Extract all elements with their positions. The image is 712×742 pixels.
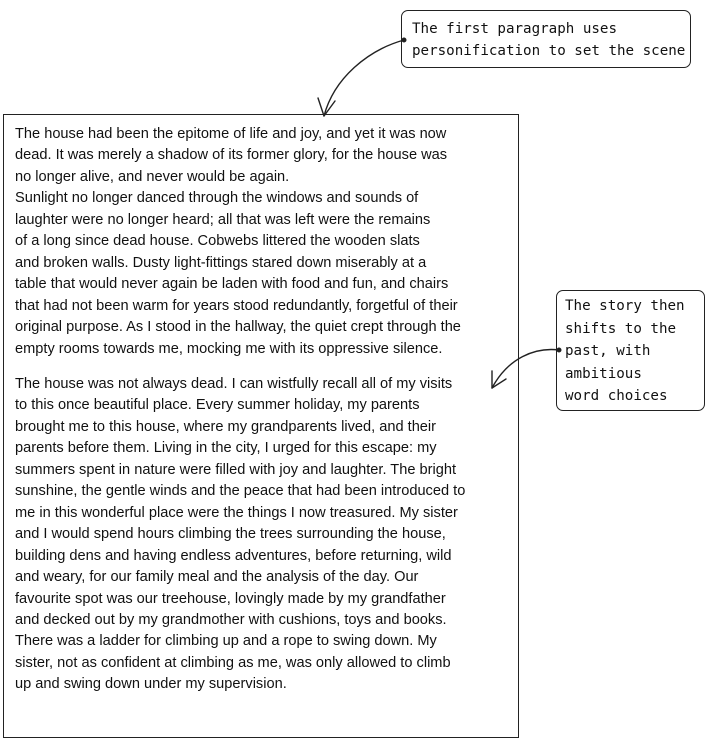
story-line: sunshine, the gentle winds and the peace that had been introduced to: [15, 483, 466, 500]
story-line: The house had been the epitome of life and joy, and yet it was now: [15, 126, 447, 142]
annotation-line: personification to set the scene: [412, 43, 686, 59]
story-line: empty rooms towards me, mocking me with its oppressive silence.: [15, 340, 443, 357]
story-line: to this once beautiful place. Every summer holiday, my parents: [15, 397, 420, 414]
annotation-line: word choices: [565, 388, 668, 404]
story-line: dead. It was merely a shadow of its former glory, for the house was: [15, 147, 448, 164]
story-line: building dens and having endless adventures, before returning, wild: [15, 547, 452, 564]
story-line: brought me to this house, where my grandparents lived, and their: [15, 418, 437, 435]
story-line: The house was not always dead. I can wistfully recall all of my visits: [15, 375, 453, 392]
story-line: no longer alive, and never would be again.: [15, 168, 290, 185]
annotation-line: The first paragraph uses: [412, 21, 617, 37]
story-line: sister, not as confident at climbing as me, was only allowed to climb: [15, 654, 451, 671]
story-line: original purpose. As I stood in the hallway, the quiet crept through the: [15, 319, 461, 336]
story-line: favourite spot was our treehouse, lovingly made by my grandfather: [15, 590, 446, 607]
story-line: table that would never again be laden with food and fun, and chairs: [15, 276, 449, 293]
story-line: parents before them. Living in the city, I urged for this escape: my: [15, 440, 437, 457]
story-line: and decked out by my grandmother with cushions, toys and books.: [15, 611, 447, 628]
story-line: me in this wonderful place were the things I now treasured. My sister: [15, 504, 458, 521]
annotation-shift-to-past: [556, 290, 705, 411]
paragraph-2: [15, 374, 518, 696]
annotation-personification: [401, 10, 691, 68]
paragraph-1: [15, 124, 518, 360]
story-line: laughter were no longer heard; all that was left were the remains: [15, 211, 431, 228]
story-text-box: [3, 114, 519, 738]
story-line: of a long since dead house. Cobwebs littered the wooden slats: [15, 233, 420, 250]
story-line: up and swing down under my supervision.: [15, 676, 287, 693]
story-line: and weary, for our family meal and the analysis of the day. Our: [15, 569, 419, 586]
annotation-line: The story then: [565, 298, 685, 314]
story-line: summers spent in nature were filled with joy and laughter. The bright: [15, 461, 457, 478]
annotation-line: past, with: [565, 343, 651, 359]
story-line: and broken walls. Dusty light-fittings stared down miserably at a: [15, 254, 427, 271]
annotation-line: shifts to the: [565, 320, 677, 337]
story-line: Sunlight no longer danced through the windows and sounds of: [15, 190, 419, 207]
arrow-to-paragraph-1: [324, 40, 404, 116]
annotation-line: ambitious: [565, 365, 642, 382]
paragraph-gap: [15, 360, 518, 374]
story-line: There was a ladder for climbing up and a rope to swing down. My: [15, 633, 437, 650]
story-line: and I would spend hours climbing the trees surrounding the house,: [15, 526, 446, 543]
story-line: that had not been warm for years stood redundantly, forgetful of their: [15, 297, 458, 314]
